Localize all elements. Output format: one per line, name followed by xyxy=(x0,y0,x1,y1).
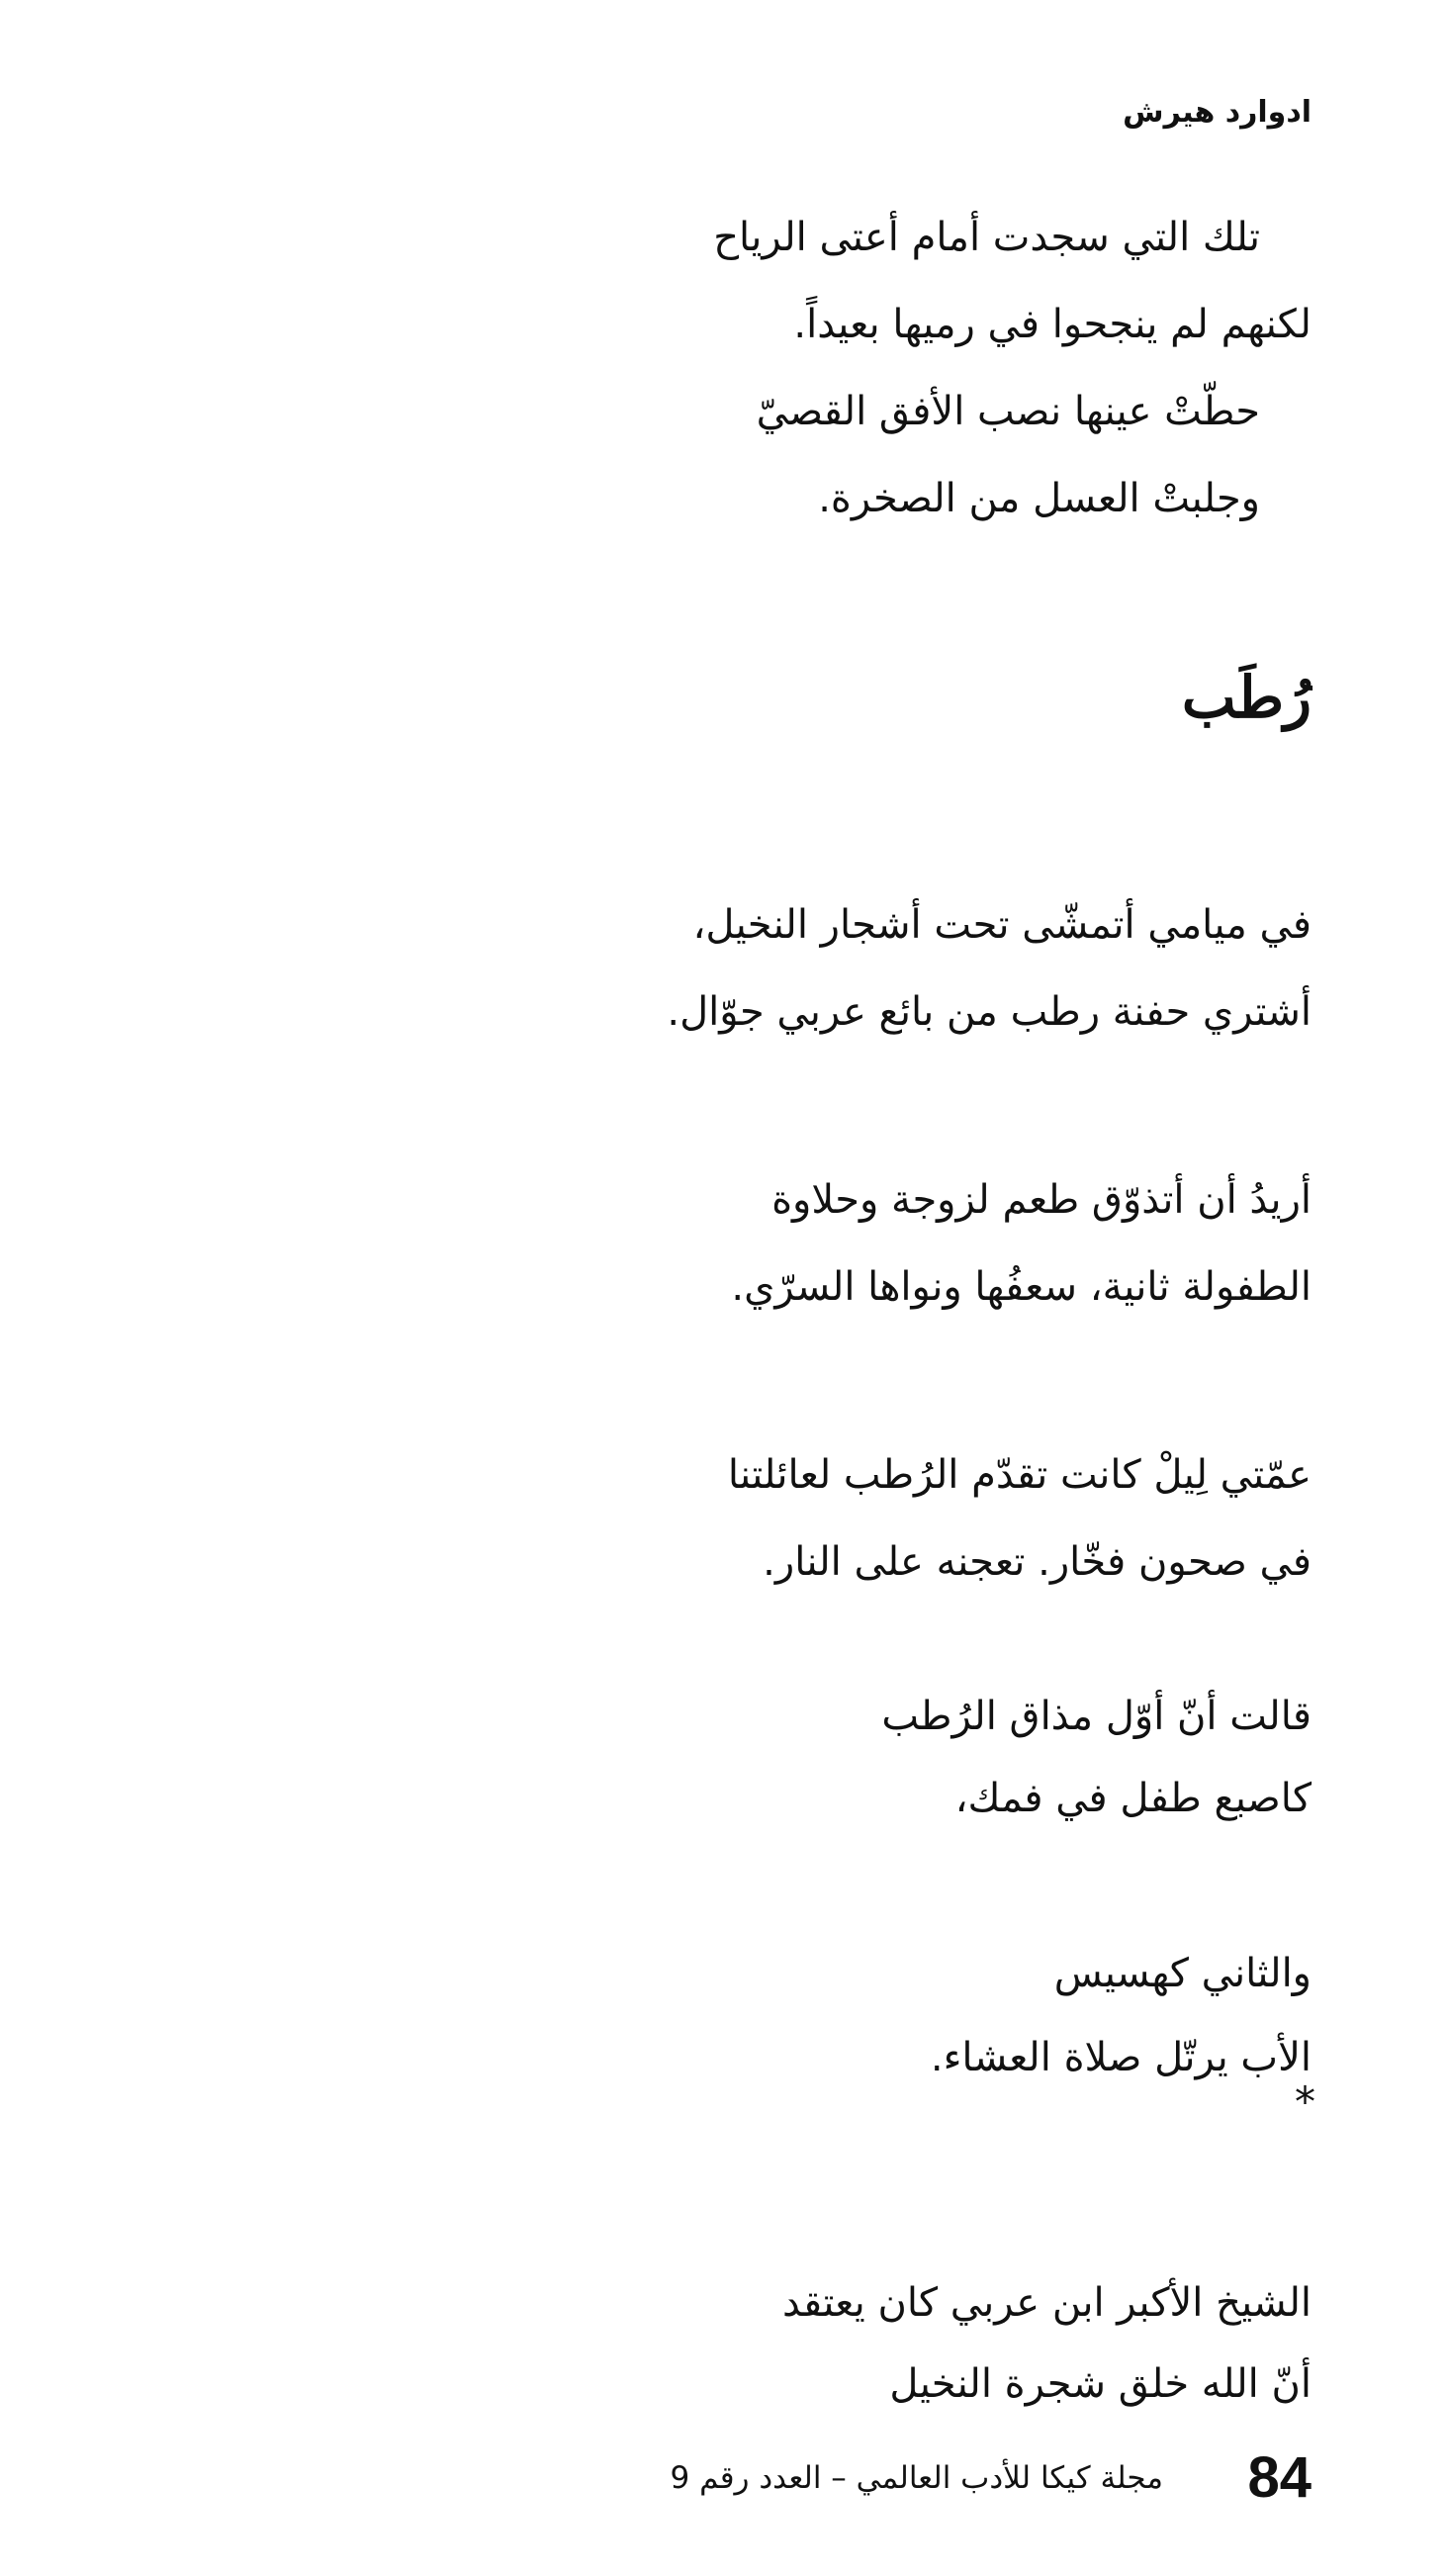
poem-line: أنّ الله خلق شجرة النخيل xyxy=(889,2361,1312,2407)
poem-line: أشتري حفنة رطب من بائع عربي جوّال. xyxy=(667,989,1312,1035)
poem-line: لكنهم لم ينجحوا في رميها بعيداً. xyxy=(793,302,1312,347)
poem-line: تلك التي سجدت أمام أعتى الرياح xyxy=(713,215,1260,260)
poem-line: حطّتْ عينها نصب الأفق القصيّ xyxy=(756,389,1260,434)
running-header-author: ادوارد هيرش xyxy=(1123,95,1312,130)
poem-line: وجلبتْ العسل من الصخرة. xyxy=(818,476,1260,521)
poem-line: الشيخ الأكبر ابن عربي كان يعتقد xyxy=(782,2280,1312,2326)
poem-line: أريدُ أن أتذوّق طعم لزوجة وحلاوة xyxy=(771,1177,1312,1223)
poem-line: الطفولة ثانية، سعفُها ونواها السرّي. xyxy=(731,1264,1312,1310)
journal-title: مجلة كيكا للأدب العالمي – العدد رقم 9 xyxy=(670,2460,1163,2496)
poem-line: عمّتي لِيلْ كانت تقدّم الرُطب لعائلتنا xyxy=(727,1452,1312,1498)
poem-title: رُطَب xyxy=(1181,664,1312,731)
poem-line: في ميامي أتمشّى تحت أشجار النخيل، xyxy=(692,902,1312,948)
poem-line: في صحون فخّار. تعجنه على النار. xyxy=(763,1539,1312,1585)
page-number: 84 xyxy=(1247,2445,1312,2510)
poem-line: الأب يرتّل صلاة العشاء. xyxy=(930,2035,1312,2080)
poem-line: كاصبع طفل في فمك، xyxy=(954,1776,1312,1821)
poem-line: قالت أنّ أوّل مذاق الرُطب xyxy=(881,1694,1312,1739)
section-separator: * xyxy=(1295,2077,1315,2126)
poem-line: والثاني كهسيس xyxy=(1053,1951,1312,1996)
page-footer xyxy=(421,2438,1312,2518)
